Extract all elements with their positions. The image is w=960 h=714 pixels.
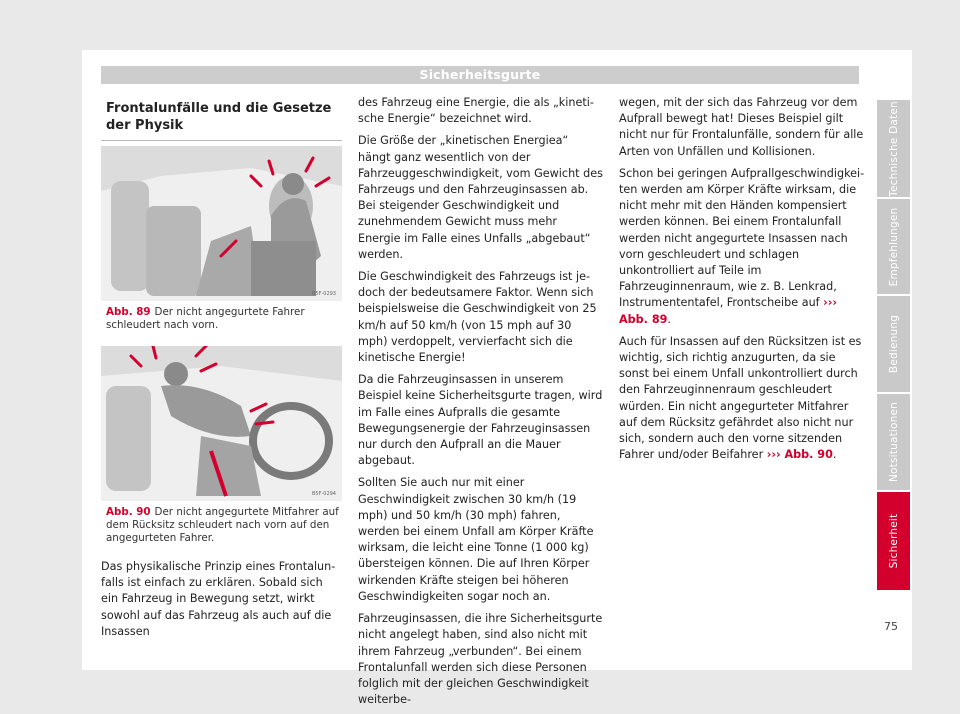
figure-90-link[interactable]: ››› Abb. 90 — [766, 448, 833, 462]
paragraph: des Fahrzeug eine Energie, die als „kinetische Energie“ bezeichnet wird. — [358, 96, 594, 126]
figure-code: B5F-0293 — [311, 291, 336, 297]
paragraph: Sollten Sie auch nur mit einer Geschwindigkeit zwischen 30 km/h (19 mph) und 50 km/h (30 mph) fahren, werden bei einem Unfall am Körper Kräfte wirksam, die leicht eine Tonne (1 000 kg) übersteigen können. Die auf Ihren Körper wirkenden Kräfte steigen bei höheren Geschwindigkeiten sogar noch an. — [358, 476, 594, 603]
paragraph-text: Auch für Insassen auf den Rücksitzen ist es wichtig, sich richtig anzugurten, da sie sonst bei einem Unfall unkontrolliert durch den Fahrzeuginnenraum geschleudert würden. Ein nicht angegurteter Mitfahrer auf dem Rücksitz gefährdet also nicht nur sich, sondern auch den vorne sitzenden Fahrer und/oder Beifahrer — [619, 334, 862, 462]
page-number: 75 — [884, 620, 898, 633]
title-divider — [101, 140, 342, 141]
paragraph — [619, 334, 865, 464]
column-1-text — [101, 559, 341, 646]
paragraph: Das physikalische Prinzip eines Frontalunfalls ist einfach zu erklären. Sobald sich ein Fahrzeug in Bewegung setzt, wirkt sowohl auf das Fahrzeug als auch auf die Insassen — [101, 560, 336, 638]
paragraph: Die Größe der „kinetischen Energiea“ hängt ganz wesentlich von der Fahrzeuggeschwindigkeit, vom Gewicht des Fahrzeugs und den Fahrzeuginsassen ab. Bei steigender Geschwindigkeit und zunehmendem Gewicht muss mehr Energie im Falle eines Unfalls „abgebaut“ werden. — [358, 134, 603, 261]
punctuation: . — [667, 312, 671, 326]
tab-label: Notsituationen — [887, 401, 900, 483]
figure-90-caption — [106, 506, 340, 546]
tab-label: Empfehlungen — [887, 207, 900, 286]
tab-label: Bedienung — [887, 314, 900, 374]
section-title: Frontalunfälle und die Gesetze der Physik — [106, 101, 332, 133]
figure-label: Abb. 90 — [106, 506, 151, 518]
tab-notsituationen[interactable] — [877, 394, 910, 490]
tab-sicherheit[interactable] — [877, 492, 910, 590]
figure-label: Abb. 89 — [106, 306, 151, 318]
tab-technische-daten[interactable] — [877, 100, 910, 197]
figure-90-image — [101, 346, 342, 501]
paragraph-text: Schon bei geringen Aufprallgeschwindigkeiten werden am Körper Kräfte wirksam, die nicht mehr mit den Händen kompensiert werden können. Bei einem Frontalunfall werden nicht angegurtete Insassen nach vorn geschleudert und schlagen unkontrolliert auf Teile im Fahrzeuginnenraum, wie z. B. Lenkrad, Instrumententafel, Frontscheibe auf — [619, 166, 865, 310]
punctuation: . — [832, 448, 837, 462]
tab-bedienung[interactable] — [877, 296, 910, 392]
figure-89-image — [101, 146, 342, 301]
column-2-text — [358, 95, 603, 714]
tab-label: Sicherheit — [887, 513, 900, 569]
figure-code: B5F-0294 — [311, 491, 336, 497]
tab-label: Technische Daten — [887, 100, 900, 197]
tab-empfehlungen[interactable] — [877, 199, 910, 294]
paragraph: Da die Fahrzeuginsassen in unserem Beispiel keine Sicherheitsgurte tragen, wird im Falle eines Aufpralls die gesamte Bewegungsenergie der Fahrzeuginsassen nur durch den Aufprall an die Mauer abgebaut. — [358, 373, 603, 468]
paragraph: Die Geschwindigkeit des Fahrzeugs ist jedoch der bedeutsamere Faktor. Wenn sich beispielsweise die Geschwindigkeit von 25 km/h auf 50 km/h (von 15 mph auf 30 mph) verdoppelt, vervierfacht sich die kinetische Energie! — [358, 270, 597, 365]
paragraph — [619, 166, 865, 328]
caption-text: Der nicht angegurtete Fahrer schleudert nach vorn. — [106, 306, 305, 332]
caption-text: Der nicht angegurtete Mitfahrer auf dem Rücksitz schleudert nach vorn auf den angegurteten Fahrer. — [106, 506, 339, 545]
chapter-header: Sicherheitsgurte — [101, 66, 859, 84]
figure-89-caption — [106, 306, 340, 332]
figure-89-link[interactable]: ››› Abb. 89 — [619, 296, 837, 326]
paragraph: wegen, mit der sich das Fahrzeug vor dem Aufprall bewegt hat! Dieses Beispiel gilt nicht nur für Frontalunfälle, sondern für alle Arten von Unfällen und Kollisionen. — [619, 96, 864, 158]
column-3-text — [619, 95, 865, 469]
paragraph: Fahrzeuginsassen, die ihre Sicherheitsgurte nicht angelegt haben, sind also nicht mit ihrem Fahrzeug „verbunden“. Bei einem Frontalunfall werden sich diese Personen folglich mit der gleichen Geschwindigkeit weiterbe- — [358, 612, 603, 707]
